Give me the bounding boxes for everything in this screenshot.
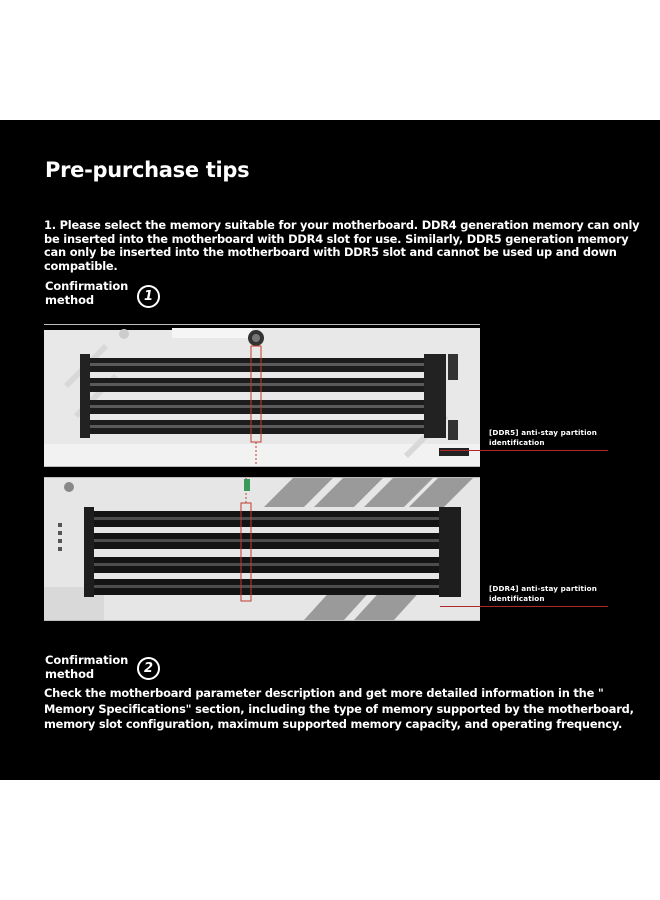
page-title: Pre-purchase tips (45, 158, 250, 182)
ddr5-callout-text (489, 428, 609, 448)
ddr5-callout-label: [DDR5] anti-stay partition identification (489, 428, 597, 447)
ddr4-board-illustration (44, 477, 480, 620)
circled-number-2-icon: 2 (137, 657, 160, 680)
confirmation-method-1-text: Confirmation method (45, 279, 129, 307)
info-panel (0, 120, 660, 780)
confirmation-method-2-text: Confirmation method (45, 653, 129, 681)
tip-one-text: 1. Please select the memory suitable for your motherboard. DDR4 generation memory can only be inserted into the motherboard with DDR4 slot for use. Similarly, DDR5 generation memory can only be inserted into the motherboard with DDR5 slot and cannot be used up and down compatible. (44, 218, 640, 273)
ddr4-frame-bottom (44, 620, 480, 621)
confirmation-method-2-label (45, 653, 137, 681)
ddr5-frame-bottom (44, 466, 480, 467)
ddr4-callout-label: [DDR4] anti-stay partition identification (489, 584, 597, 603)
ddr4-callout-text (489, 584, 609, 604)
ddr5-motherboard-photo (44, 324, 480, 466)
tip-two-text: Check the motherboard parameter description and get more detailed information in the " Memory Specifications" section, including the type of memory supported by the motherboard, memory slot configuration, maximum supported memory capacity, and operating frequency. (44, 686, 634, 731)
ddr5-frame-top (44, 324, 480, 325)
ddr4-motherboard-photo (44, 477, 480, 620)
ddr4-frame-top (44, 477, 480, 478)
ddr4-callout-line (440, 606, 608, 607)
ddr5-callout-line (440, 450, 608, 451)
circled-number-1-icon: 1 (137, 285, 160, 308)
confirmation-method-1-label (45, 279, 137, 307)
ddr5-board-illustration (44, 324, 480, 466)
